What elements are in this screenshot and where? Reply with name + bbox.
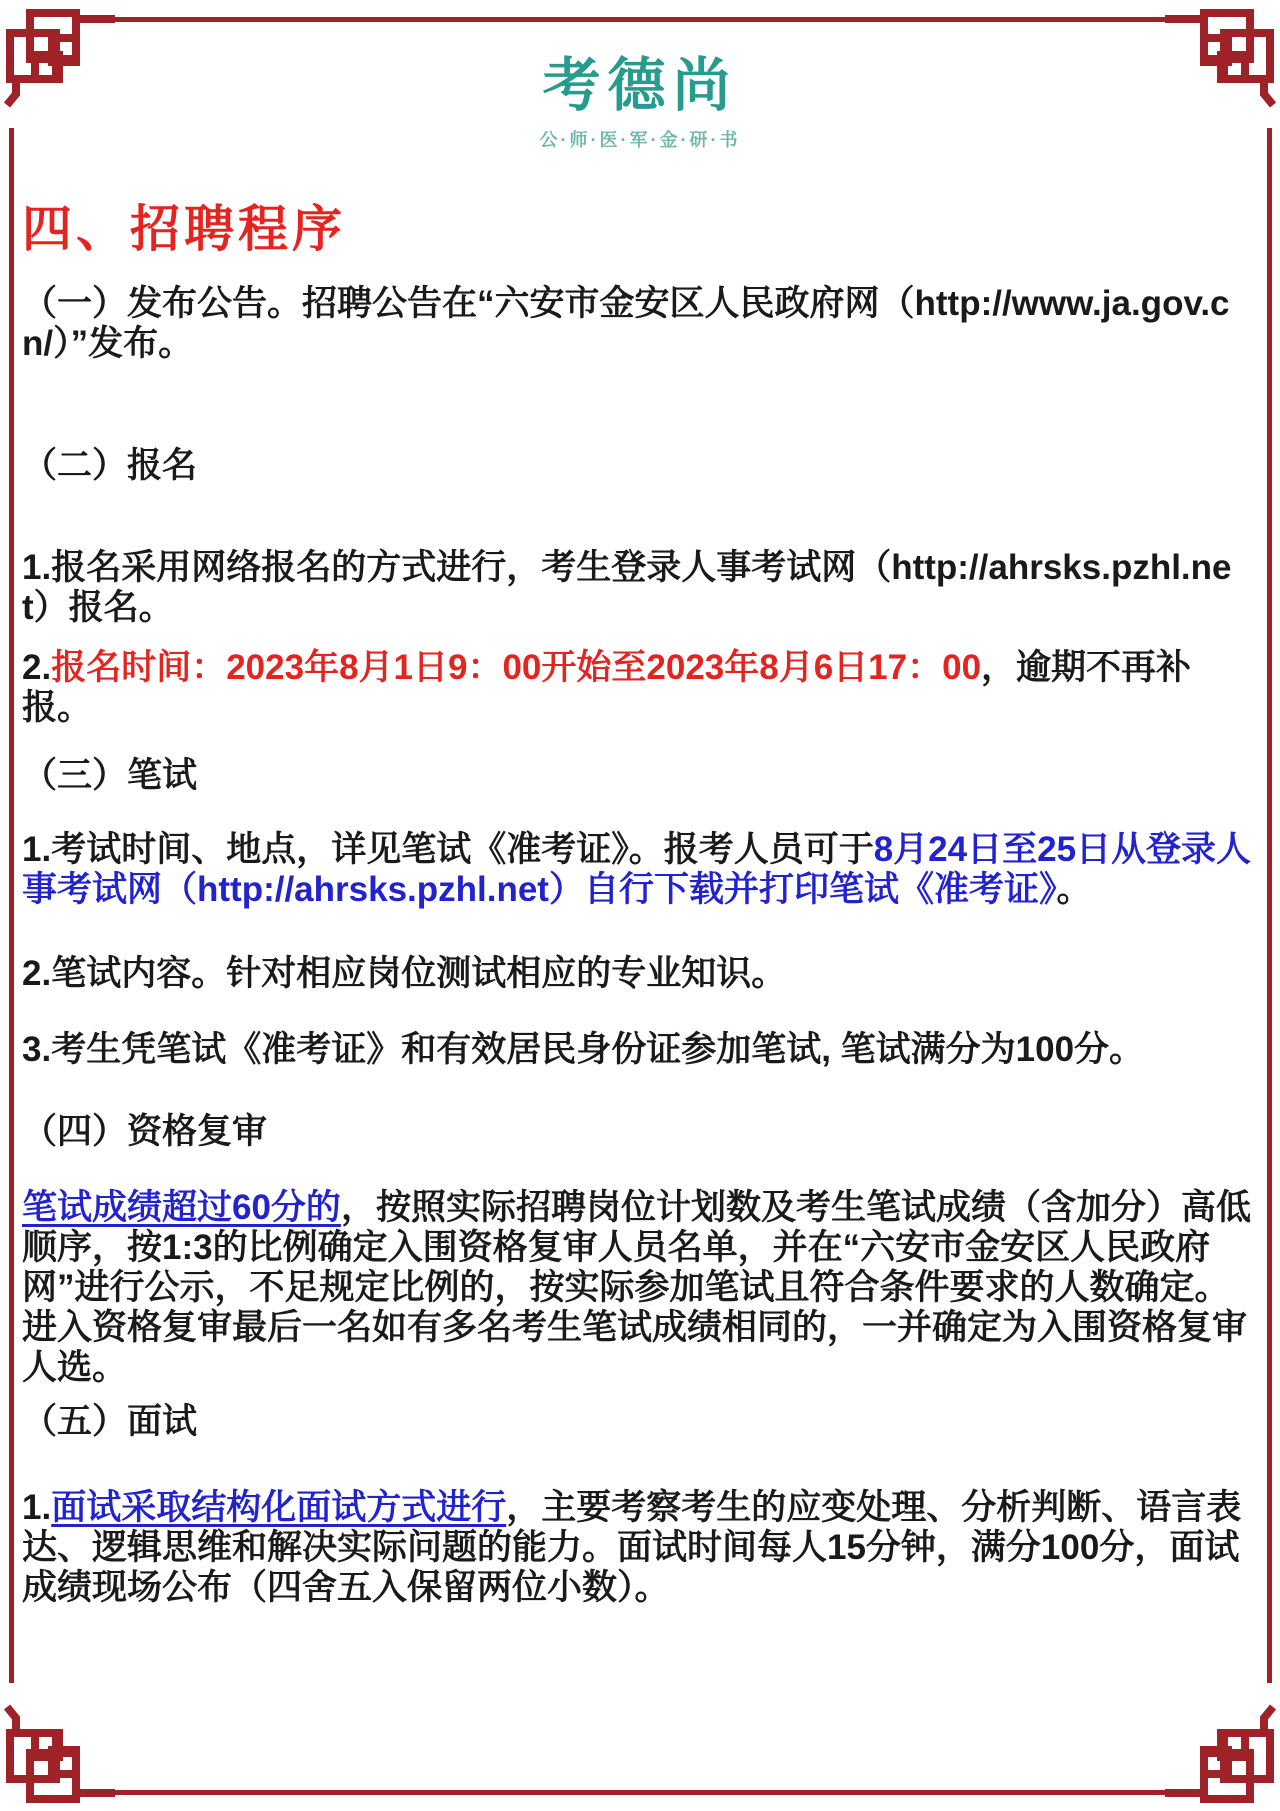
frame-line-left [9, 128, 14, 1683]
paragraph-written-rules: 3.考生凭笔试《准考证》和有效居民身份证参加笔试, 笔试满分为100分。 [22, 1030, 1145, 1069]
paragraph-qualification-review [22, 1188, 1254, 1388]
paragraph-signup-time [22, 648, 1254, 728]
corner-knot-ornament-top-right [1165, 6, 1277, 118]
frame-line-right [1267, 128, 1272, 1683]
score-threshold-highlight: 笔试成绩超过60分的 [22, 1188, 341, 1227]
interview-format-highlight: 面试采取结构化面试方式进行 [51, 1488, 507, 1527]
interview-number: 1. [22, 1488, 52, 1527]
corner-knot-ornament-bottom-left [3, 1694, 115, 1806]
brand-tagline: 公·师·医·军·金·研·书 [539, 130, 741, 150]
qualification-review-detail: ，按照实际招聘岗位计划数及考生笔试成绩（含加分）高低顺序，按1:3的比例确定入围资格复审人员名单，并在“六安市金安区人民政府网”进行公示，不足规定比例的，按实际参加笔试且符合条件要求的人数确定。进入资格复审最后一名如有多名考生笔试成绩相同的，一并确定为入围资格复审人选。 [22, 1188, 1251, 1387]
corner-knot-ornament-top-left [3, 6, 115, 118]
section-heading-written-exam: （三）笔试 [22, 756, 198, 795]
section-heading-qualification-review: （四）资格复审 [22, 1112, 268, 1151]
admit-card-intro: 1.考试时间、地点，详见笔试《准考证》。报考人员可于 [22, 830, 874, 869]
brand-logo: 考德尚 [542, 53, 738, 118]
paragraph-signup-method: 1.报名采用网络报名的方式进行，考生登录人事考试网（http://ahrsks.pzhl.net）报名。 [22, 548, 1232, 627]
announcement-body [22, 140, 1254, 1608]
interview-detail: ，主要考察考生的应变处理、分析判断、语言表达、逻辑思维和解决实际问题的能力。面试时间每人15分钟，满分100分，面试成绩现场公布（四舍五入保留两位小数）。 [22, 1488, 1242, 1607]
paragraph-announcement: （一）发布公告。招聘公告在“六安市金安区人民政府网（http://www.ja.gov.cn/）”发布。 [22, 284, 1230, 363]
signup-time-number: 2. [22, 648, 52, 687]
admit-card-period: 。 [1056, 870, 1092, 909]
paragraph-interview [22, 1488, 1254, 1608]
signup-deadline-highlight: 报名时间：2023年8月1日9：00开始至2023年8月6日17：00 [51, 648, 982, 687]
section-heading-interview: （五）面试 [22, 1402, 198, 1441]
frame-line-top [102, 17, 1178, 22]
page-title: 四、招聘程序 [22, 201, 346, 257]
paragraph-written-content: 2.笔试内容。针对相应岗位测试相应的专业知识。 [22, 954, 787, 993]
paragraph-admit-card [22, 830, 1254, 910]
brand-header [0, 0, 1280, 152]
admit-card-download-highlight: 8月24日至25日从登录人事考试网（http://ahrsks.pzhl.net）自行下载并打印笔试《准考证》 [22, 830, 1252, 909]
section-heading-signup: （二）报名 [22, 446, 198, 485]
signup-time-suffix: ，逾期不再补报。 [22, 648, 1192, 727]
corner-knot-ornament-bottom-right [1165, 1694, 1277, 1806]
frame-line-bottom [102, 1790, 1178, 1795]
